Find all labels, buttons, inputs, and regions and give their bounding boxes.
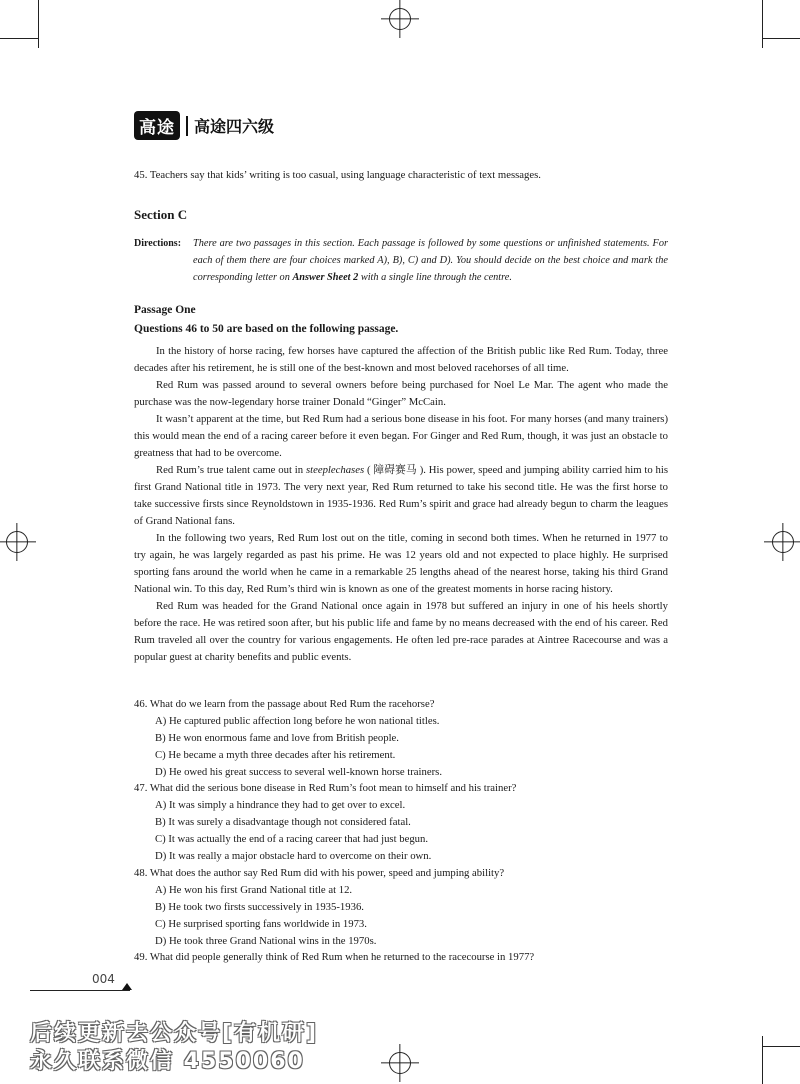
registration-mark-icon (389, 1052, 411, 1074)
paragraph-5: In the following two years, Red Rum lost out on the title, coming in second both times. When he returned in 1977 to try again, he was largely regarded as past his prime. He was 12 years old and not expected to place highly. He surprised sporting fans around the world when he came in a remarkable 25 lengths ahead of the nearest horse, taking his third Grand National win. To this day, Red Rum’s third win is known as one of the greatest moments in horse racing history. (134, 532, 668, 595)
question-48-option-a: A) He won his first Grand National title at 12. (155, 884, 353, 896)
logo-divider (186, 116, 188, 136)
question-46-option-c: C) He became a myth three decades after his retirement. (155, 749, 396, 761)
footer-rule (30, 990, 130, 991)
question-46-option-b: B) He won enormous fame and love from British people. (155, 732, 399, 744)
page-number: 004 (92, 972, 115, 986)
logo-mark: 高途 (134, 111, 180, 140)
question-47-stem: 47. What did the serious bone disease in Red Rum’s foot mean to himself and his trainer? (134, 782, 517, 794)
passage-title: Passage One (134, 304, 196, 316)
crop-mark (762, 38, 800, 39)
paragraph-1: In the history of horse racing, few horses have captured the affection of the British public like Red Rum. Today, three decades after his retirement, he is still one of the best-known and most beloved racehorses of all time. (134, 345, 668, 374)
question-46-option-d: D) He owed his great success to several well-known horse trainers. (155, 766, 442, 778)
question-47-option-d: D) It was really a major obstacle hard to overcome on their own. (155, 850, 432, 862)
crop-mark (0, 38, 38, 39)
question-48-option-c: C) He surprised sporting fans worldwide in 1973. (155, 918, 367, 930)
question-47-option-b: B) It was surely a disadvantage though not considered fatal. (155, 816, 411, 828)
question-49-stem: 49. What did people generally think of Red Rum when he returned to the racecourse in 1977? (134, 951, 535, 963)
directions-text: There are two passages in this section. Each passage is followed by some questions or unfinished statements. For each of them there are four choices marked A), B), C) and D). You should decide on the best choice and mark the corresponding letter on Answer Sheet 2 with a single line through the centre. (193, 238, 668, 283)
question-48-option-b: B) He took two firsts successively in 1935-1936. (155, 901, 364, 913)
directions-label: Directions: (134, 238, 182, 249)
paragraph-3: It wasn’t apparent at the time, but Red Rum had a serious bone disease in his foot. For many horses (and many trainers) this would mean the end of a racing career before it even began. For Ginger and Red Rum, though, it was just an obstacle to greatness that had to be overcome. (134, 413, 668, 459)
page-marker-icon (122, 983, 132, 990)
answer-sheet-ref: Answer Sheet 2 (292, 272, 359, 283)
watermark-line-2: 永久联系微信 4550060 (30, 1049, 305, 1074)
question-48-stem: 48. What does the author say Red Rum did with his power, speed and jumping ability? (134, 867, 505, 879)
registration-mark-icon (389, 8, 411, 30)
passage-subtitle: Questions 46 to 50 are based on the following passage. (134, 323, 399, 335)
section-title: Section C (134, 207, 188, 222)
registration-mark-icon (772, 531, 794, 553)
passage-body (134, 343, 668, 666)
question-46-stem: 46. What do we learn from the passage about Red Rum the racehorse? (134, 698, 435, 710)
question-45: 45. Teachers say that kids’ writing is too casual, using language characteristic of text messages. (134, 169, 541, 181)
paragraph-6: Red Rum was headed for the Grand National once again in 1978 but suffered an injury in one of his heels shortly before the race. He was retired soon after, but his public life and fame by no means decreased with the end of his career. Red Rum traveled all over the country for various engagements. He often led pre-race parades at Aintree Racecourse and was a popular guest at charity benefits and public events. (134, 600, 668, 663)
brand-name: 高途四六级 (194, 117, 275, 136)
crop-mark (762, 1046, 800, 1047)
paragraph-4: Red Rum’s true talent came out in steeplechases ( 障碍赛马 ). His power, speed and jumping ability carried him to his first Grand National title in 1973. The very next year, Red Rum returned to take his second title. He was the first horse to take successive firsts since Reynoldstown in 1935-1936. Red Rum’s spirit and grace had already begun to charm the leagues of Grand National fans. (134, 464, 669, 527)
crop-mark (762, 1036, 763, 1084)
header-logo (134, 111, 274, 140)
question-46-option-a: A) He captured public affection long before he won national titles. (155, 715, 440, 727)
question-47-option-a: A) It was simply a hindrance they had to get over to excel. (155, 799, 406, 811)
crop-mark (762, 0, 763, 48)
steeplechases-term: steeplechases (305, 464, 365, 476)
question-47-option-c: C) It was actually the end of a racing career that had just begun. (155, 833, 429, 845)
watermark-line-1: 后续更新去公众号[有机研] (30, 1021, 319, 1046)
paragraph-2: Red Rum was passed around to several owners before being purchased for Noel Le Mar. The agent who made the purchase was the now-legendary horse trainer Donald “Ginger” McCain. (134, 379, 668, 408)
registration-mark-icon (6, 531, 28, 553)
crop-mark (38, 0, 39, 48)
question-48-option-d: D) He took three Grand National wins in the 1970s. (155, 935, 377, 947)
